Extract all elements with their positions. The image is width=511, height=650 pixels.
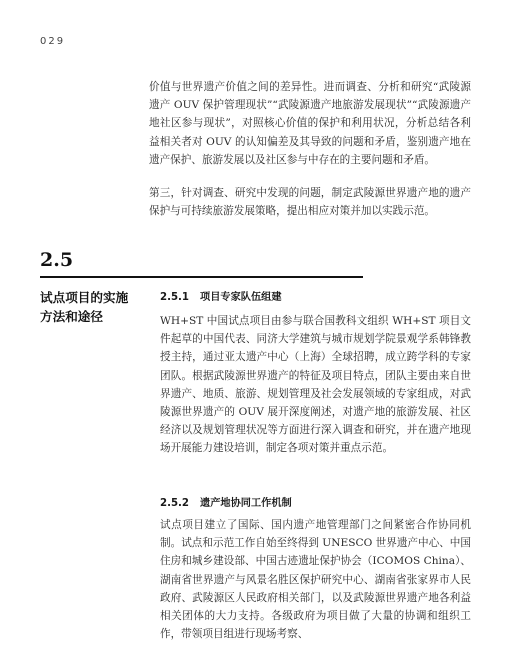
section-rule [40, 276, 363, 278]
subsection-title: 项目专家队伍组建 [200, 292, 282, 303]
subsection-heading-2-5-2 [160, 494, 292, 509]
page-number: 029 [40, 36, 66, 47]
subsection-body-2-5-2: 试点项目建立了国际、国内遗产地管理部门之间紧密合作协同机制。试点和示范工作自始至终得到 UNESCO 世界遗产中心、中国住房和城乡建设部、中国古迹遗址保护协会（ICOMOS China）、湖南省世界遗产与风景名胜区保护研究中心、湖南省张家界市人民政府、武陵源区人民政府相关部门，以及武陵源世界遗产地各利益相关团体的大力支持。各级政府为项目做了大量的协调和组织工作，带领项目组进行现场考察、 [160, 519, 471, 641]
subsection-number: 2.5.1 [160, 292, 190, 303]
section-heading: 试点项目的实施方法和途径 [40, 290, 129, 324]
subsection-heading-2-5-1 [160, 288, 282, 303]
intro-paragraph-2: 第三，针对调查、研究中发现的问题，制定武陵源世界遗产地的遗产保护与可持续旅游发展策略，提出相应对策并加以实践示范。 [149, 187, 471, 218]
subsection-body-2-5-1: WH+ST 中国试点项目由参与联合国教科文组织 WH+ST 项目文件起草的中国代表、同济大学建筑与城市规划学院景观学系韩锋教授主持，通过亚太遗产中心（上海）全球招聘，成立跨学科的专家团队。根据武陵源世界遗产的特征及项目特点，团队主要由来自世界遗产、地质、旅游、规划管理及社会发展领域的专家组成，对武陵源世界遗产的 OUV 展开深度阐述，对遗产地的旅游发展、社区经济以及规划管理状况等方面进行深入调查和研究，并在遗产地现场开展能力建设培训，制定各项对策并重点示范。 [160, 315, 471, 455]
subsection-number: 2.5.2 [160, 498, 190, 509]
subsection-title: 遗产地协同工作机制 [200, 498, 292, 509]
section-number: 2.5 [40, 249, 74, 271]
intro-paragraph-1: 价值与世界遗产价值之间的差异性。进而调查、分析和研究“武陵源遗产 OUV 保护管理现状”“武陵源遗产地旅游发展现状”“武陵源遗产地社区参与现状”，对照核心价值的保护和利用状况，分析总结各利益相关者对 OUV 的认知偏差及其导致的问题和矛盾，鉴别遗产地在遗产保护、旅游发展以及社区参与中存在的主要问题和矛盾。 [149, 81, 471, 166]
